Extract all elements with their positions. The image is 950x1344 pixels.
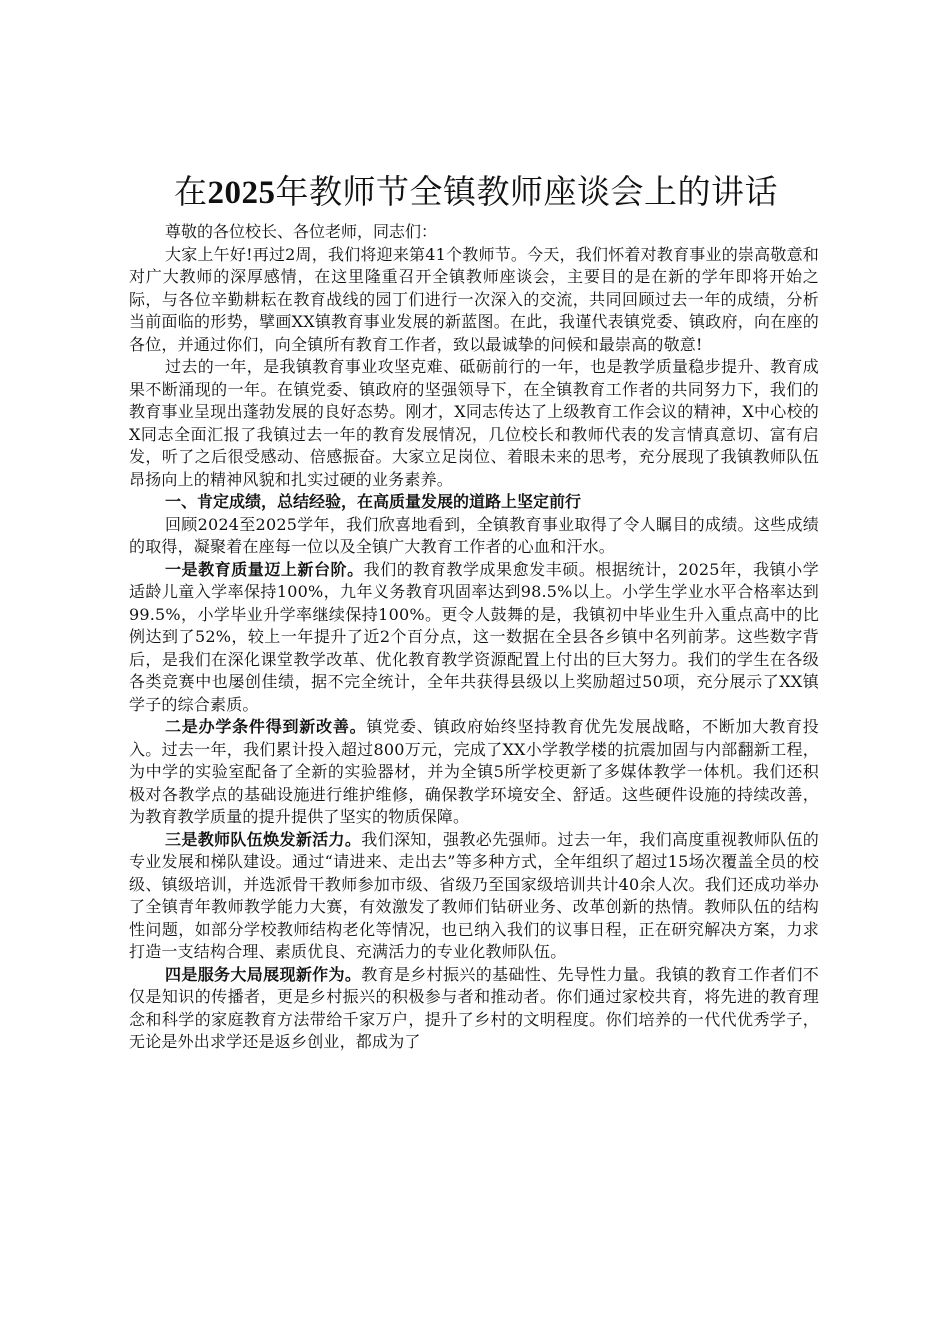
paragraph-body: 教育是乡村振兴的基础性、先导性力量。我镇的教育工作者们不仅是知识的传播者，更是乡村振兴的积极参与者和推动者。你们通过家校共育，将先进的教育理念和科学的家庭教育方法带给千家万户，提升了乡村的文明程度。你们培养的一代代优秀学子，无论是外出求学还是返乡创业，都成为了 [129, 964, 819, 1051]
title-prefix: 在 [174, 172, 208, 211]
paragraph-body: 我们深知，强教必先强师。过去一年，我们高度重视教师队伍的专业发展和梯队建设。通过“请进来、走出去”等多种方式，全年组织了超过15场次覆盖全员的校级、镇级培训，并选派骨干教师参加市级、省级乃至国家级培训共计40余人次。我们还成功举办了全镇青年教师教学能力大赛，有效激发了教师们钻研业务、改革创新的热情。教师队伍的结构性问题，如部分学校教师结构老化等情况，也已纳入我们的议事日程，正在研究解决方案，力求打造一支结构合理、素质优良、充满活力的专业化教师队伍。 [129, 829, 819, 961]
paragraph-lead: 四是服务大局展现新作为。 [165, 964, 362, 984]
title-year: 2025 [207, 175, 276, 211]
paragraph-body: 我们的教育教学成果愈发丰硕。根据统计，2025年，我镇小学适龄儿童入学率保持100%，九年义务教育巩固率达到98.5%以上。小学生学业水平合格率达到99.5%，小学毕业升学率继续保持100%。更令人鼓舞的是，我镇初中毕业生升入重点高中的比例达到了52%，较上一年提升了近2个百分点，这一数据在全县各乡镇中名列前茅。这些数字背后，是我们在深化课堂教学改革、优化教育教学资源配置上付出的巨大努力。我们的学生在各级各类竞赛中也屡创佳绩，据不完全统计，全年共获得县级以上奖励超过50项，充分展示了XX镇学子的综合素质。 [129, 559, 819, 714]
paragraph-past-year: 过去的一年，是我镇教育事业攻坚克难、砥砺前行的一年，也是教学质量稳步提升、教育成果不断涌现的一年。在镇党委、镇政府的坚强领导下，在全镇教育工作者的共同努力下，我们的教育事业呈现出蓬勃发展的良好态势。刚才，X同志传达了上级教育工作会议的精神，X中心校的X同志全面汇报了我镇过去一年的教育发展情况，几位校长和教师代表的发言情真意切、富有启发，听了之后很受感动、倍感振奋。大家立足岗位、着眼未来的思考，充分展现了我镇教师队伍昂扬向上的精神风貌和扎实过硬的业务素养。 [129, 357, 819, 489]
section-heading-1: 一、肯定成绩，总结经验，在高质量发展的道路上坚定前行 [165, 492, 582, 511]
title-suffix: 年教师节全镇教师座谈会上的讲话 [275, 172, 778, 211]
paragraph-review: 回顾2024至2025学年，我们欣喜地看到，全镇教育事业取得了令人瞩目的成绩。这些成绩的取得，凝聚着在座每一位以及全镇广大教育工作者的心血和汗水。 [129, 514, 819, 556]
paragraph-lead: 三是教师队伍焕发新活力。 [165, 829, 362, 849]
paragraph-lead: 一是教育质量迈上新台阶。 [165, 559, 364, 579]
paragraph-education-quality [129, 559, 819, 717]
paragraph-lead: 二是办学条件得到新改善。 [165, 717, 367, 736]
salutation: 尊敬的各位校长、各位老师，同志们： [165, 222, 438, 241]
paragraph-teacher-team [129, 829, 819, 964]
paragraph-body: 镇党委、镇政府始终坚持教育优先发展战略，不断加大教育投入。过去一年，我们累计投入超过800万元，完成了XX小学教学楼的抗震加固与内部翻新工程，为中学的实验室配备了全新的实验器材，并为全镇5所学校更新了多媒体教学一体机。我们还积极对各教学点的基础设施进行维护维修，确保教学环境安全、舒适。这些硬件设施的持续改善，为教育教学质量的提升提供了坚实的物质保障。 [129, 717, 820, 826]
document-body [129, 170, 819, 1054]
paragraph-school-conditions [129, 716, 819, 829]
paragraph-opening: 大家上午好!再过2周，我们将迎来第41个教师节。今天，我们怀着对教育事业的崇高敬意和对广大教师的深厚感情，在这里隆重召开全镇教师座谈会，主要目的是在新的学年即将开始之际，与各位辛勤耕耘在教育战线的园丁们进行一次深入的交流，共同回顾过去一年的成绩，分析当前面临的形势，擘画XX镇教育事业发展的新蓝图。在此，我谨代表镇党委、镇政府，向在座的各位，并通过你们，向全镇所有教育工作者，致以最诚挚的问候和最崇高的敬意! [129, 244, 819, 354]
paragraph-serving-overall [129, 964, 819, 1054]
document-title [121, 170, 831, 215]
